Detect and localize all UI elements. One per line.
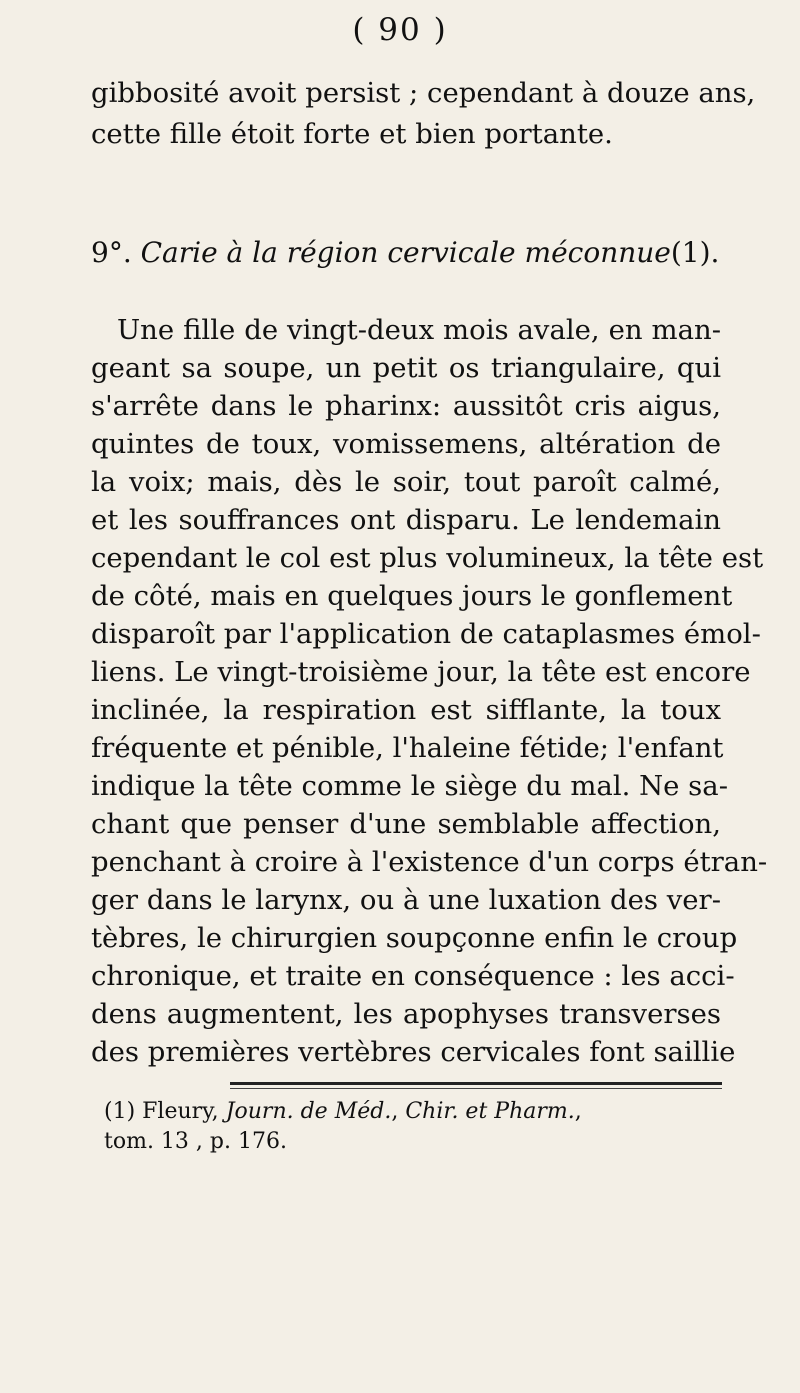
paragraph-line: de côté, mais en quelques jours le gonflement (91, 580, 733, 612)
footnote-journal-2: Chir. et Pharm. (405, 1099, 575, 1124)
footnote-journal: Journ. de Méd. (225, 1099, 392, 1124)
paragraph-line: chant que penser d'une semblable affection, (91, 808, 721, 840)
paragraph-line: la voix; mais, dès le soir, tout paroît calmé, (91, 466, 721, 498)
page-number: ( 90 ) (352, 12, 448, 48)
paragraph-line: geant sa soupe, un petit os triangulaire, qui (91, 352, 721, 384)
section-heading (91, 236, 719, 269)
section-number: 9°. (91, 236, 132, 269)
footnote-reference: (1). (670, 236, 720, 269)
paragraph-line: tèbres, le chirurgien soupçonne enfin le croup (91, 922, 738, 954)
text-line: gibbosité avoit persist ; cependant à douze ans, (91, 77, 756, 109)
footnote-separator (230, 1082, 722, 1085)
text-line: cette fille étoit forte et bien portante. (91, 118, 613, 150)
paragraph-line: inclinée, la respiration est sifflante, la toux (91, 694, 721, 726)
paragraph-line: indique la tête comme le siège du mal. Ne sa- (91, 770, 728, 802)
paragraph-line: chronique, et traite en conséquence : les acci- (91, 960, 735, 992)
paragraph-line: dens augmentent, les apophyses transverses (91, 998, 721, 1030)
section-title: Carie à la région cervicale méconnue (140, 236, 671, 269)
paragraph-line: s'arrête dans le pharinx: aussitôt cris aigus, (91, 390, 721, 422)
paragraph-line: liens. Le vingt-troisième jour, la tête est encore (91, 656, 751, 688)
paragraph-line: fréquente et pénible, l'haleine fétide; l'enfant (91, 732, 724, 764)
paragraph-line: et les souffrances ont disparu. Le lendemain (91, 504, 721, 536)
footnote-author: Fleury, (142, 1099, 219, 1124)
paragraph-line: quintes de toux, vomissemens, altération de (91, 428, 721, 460)
footnote-separator-comma: , (391, 1099, 399, 1124)
footnote-marker: (1) (104, 1099, 136, 1124)
paragraph-line: Une fille de vingt-deux mois avale, en man- (117, 314, 721, 346)
footnote-separator-comma-2: , (574, 1099, 582, 1124)
paragraph-line: penchant à croire à l'existence d'un corps étran- (91, 846, 768, 878)
paragraph-line: disparoît par l'application de cataplasmes émol- (91, 618, 761, 650)
footnote-separator-thin (230, 1088, 722, 1089)
paragraph-line: des premières vertèbres cervicales font saillie (91, 1036, 736, 1068)
paragraph-line: ger dans le larynx, ou à une luxation des ver- (91, 884, 721, 916)
footnote-line-2: tom. 13 , p. 176. (104, 1129, 287, 1154)
footnote (104, 1098, 582, 1126)
paragraph-line: cependant le col est plus volumineux, la tête est (91, 542, 764, 574)
